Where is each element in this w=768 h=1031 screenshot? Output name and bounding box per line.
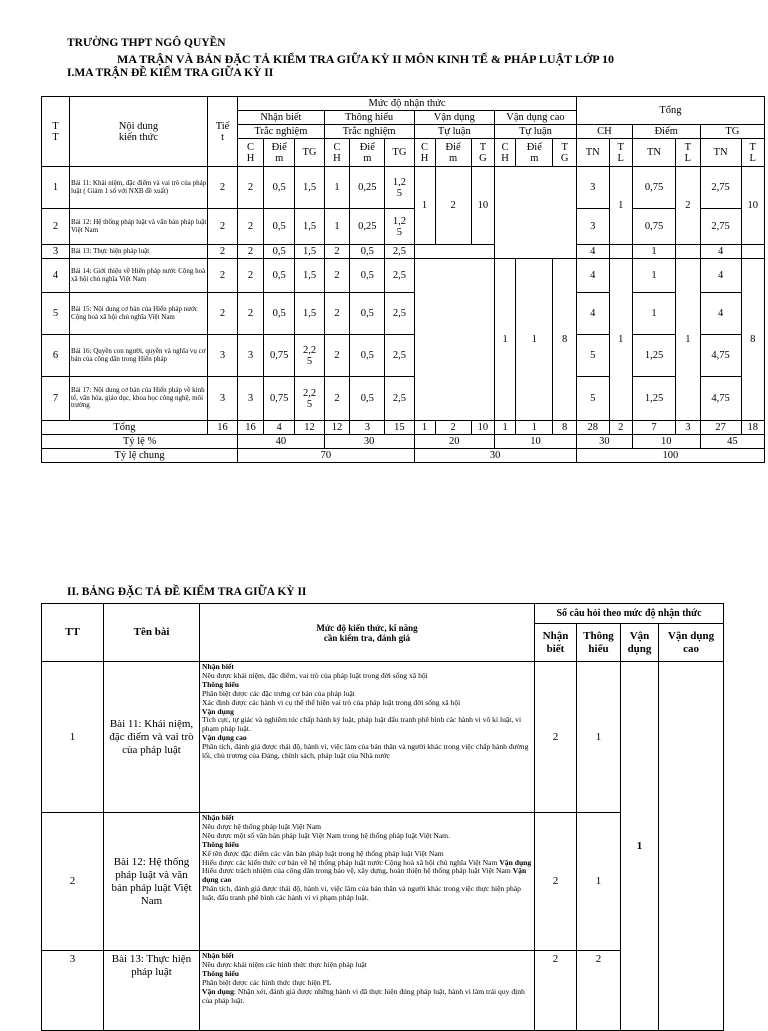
spec-row-name: Bài 13: Thực hiện pháp luật <box>104 951 200 1031</box>
th-diem: 0,5 <box>350 335 385 377</box>
sub-diem: Điể m <box>516 139 553 167</box>
th-ch: 2 <box>324 259 350 293</box>
th-ch: 2 <box>324 335 350 377</box>
th-diem: 0,5 <box>350 245 385 259</box>
th-tg: 2,5 <box>385 259 414 293</box>
row-name: Bài 11: Khái niệm, đặc điểm và vai trò của pháp luật ( Giảm 1 số với NXB đề xuất) <box>70 167 208 209</box>
vdc-header: Vận dụng cao <box>495 111 577 125</box>
vdc-ch: 1 <box>495 259 516 421</box>
total-tg-tn: 2,75 <box>700 209 741 245</box>
ratio-th: 30 <box>324 435 414 449</box>
spec-col-count: Số câu hỏi theo mức độ nhận thức <box>535 604 724 624</box>
spec-row-desc <box>200 662 535 813</box>
level-text: Nhận xét, đánh giá được những hành vi đã thực hiện đúng pháp luật, hành vi làm trái quy định của pháp luật. <box>202 986 525 1005</box>
vd-diem: 2 <box>435 167 471 245</box>
tl-header: Tự luận <box>495 125 577 139</box>
level-label: Vận dụng <box>499 857 532 867</box>
ratio-tg: 45 <box>700 435 764 449</box>
spec-row-tt: 2 <box>42 813 104 951</box>
level-label: Thông hiểu <box>202 839 239 849</box>
nb-ch: 3 <box>238 335 264 377</box>
nb-tg: 1,5 <box>295 209 324 245</box>
total-ch-tn: 5 <box>576 335 609 377</box>
ratio-nb: 40 <box>238 435 324 449</box>
vdc-diem: 1 <box>516 259 553 421</box>
total-tiet: 16 <box>207 421 237 435</box>
ratio-diem: 10 <box>632 435 700 449</box>
vd-tg: 10 <box>471 167 494 245</box>
spec-col-tt: TT <box>42 604 104 662</box>
spec-table <box>41 603 724 1031</box>
row-tt: 6 <box>42 335 70 377</box>
total-tg-tn: 4,75 <box>700 335 741 377</box>
nb-tg: 2,2 5 <box>295 335 324 377</box>
nb-ch: 2 <box>238 259 264 293</box>
th-ch: 1 <box>324 209 350 245</box>
total-diem-tl-empty <box>676 245 701 259</box>
th-tg: 1,2 5 <box>385 209 414 245</box>
total-nb-diem: 4 <box>263 421 295 435</box>
total-diem-tn: 0,75 <box>632 167 675 209</box>
ch-header: CH <box>576 125 632 139</box>
total-diem-tn: 1,25 <box>632 335 675 377</box>
level-text: Phân biệt được các đặc trưng cơ bản của pháp luật Xác định được các hành vi cụ thể thể hiện vai trò của pháp luật trong đời sống xã hội <box>202 688 461 707</box>
row-name: Bài 13: Thực hiện pháp luật <box>70 245 208 259</box>
total-diem-tn: 1,25 <box>632 377 675 421</box>
level-text: Tích cực, tự giác và nghiêm túc chấp hành kỷ luật, pháp luật đấu tranh phê bình các hành vi vô kỉ luật, vi phạm pháp luật. <box>202 715 522 734</box>
spec-col-nb: Nhận biết <box>535 624 577 662</box>
tn-header: Trắc nghiệm <box>324 125 414 139</box>
spec-th: 1 <box>577 662 621 813</box>
level-label: Vận dụng <box>202 706 234 716</box>
vd-ch: 1 <box>414 167 435 245</box>
ratio-ch: 30 <box>576 435 632 449</box>
total-diem-tn: 0,75 <box>632 209 675 245</box>
row-tt: 1 <box>42 167 70 209</box>
ratio-all-label: Tỷ lệ chung <box>42 449 238 463</box>
sub-tn: TN <box>700 139 741 167</box>
total-nb-tg: 12 <box>295 421 324 435</box>
total-ch-tl-empty <box>609 245 632 259</box>
total-diem-tn: 1 <box>632 259 675 293</box>
th-ch: 2 <box>324 245 350 259</box>
nb-diem: 0,5 <box>263 167 295 209</box>
total-ch-tn: 4 <box>576 293 609 335</box>
nb-diem: 0,5 <box>263 209 295 245</box>
total-tg-tn: 2,75 <box>700 167 741 209</box>
sub-tn: TN <box>576 139 609 167</box>
col-content-header: Nội dung kiến thức <box>70 97 208 167</box>
level-label: Vận dụng cao <box>202 733 247 743</box>
vdc-tg: 8 <box>553 259 576 421</box>
spec-row-name: Bài 12: Hệ thống pháp luật và văn bản pháp luật Việt Nam <box>104 813 200 951</box>
total-diem-tn: 1 <box>632 293 675 335</box>
row-name: Bài 16: Quyền con người, quyền và nghĩa vụ cơ bản của công dân trong Hiến pháp <box>70 335 208 377</box>
ratio-all-b: 30 <box>414 449 576 463</box>
total-tg-tl: 8 <box>741 259 765 421</box>
row-tiet: 2 <box>207 293 237 335</box>
th-tg: 2,5 <box>385 377 414 421</box>
ratio-label: Tỷ lệ % <box>42 435 238 449</box>
total-tg-tn: 4 <box>700 293 741 335</box>
th-tg: 2,5 <box>385 245 414 259</box>
row-tt: 3 <box>42 245 70 259</box>
level-label: Nhận biết <box>202 662 234 671</box>
spec-col-level: Mức độ kiến thức, kĩ năng cần kiểm tra, đánh giá <box>200 604 535 662</box>
sub-ch: C H <box>414 139 435 167</box>
spec-nb: 2 <box>535 951 577 1031</box>
vdc-empty <box>495 167 577 259</box>
sub-tg: TG <box>385 139 414 167</box>
nb-ch: 3 <box>238 377 264 421</box>
document-title: MA TRẬN VÀ BẢN ĐẶC TẢ KIỂM TRA GIỮA KỲ II MÔN KINH TẾ & PHÁP LUẬT LỚP 10 <box>117 52 614 66</box>
total-tg-tl: 10 <box>741 167 765 245</box>
total-tg-tn: 4 <box>700 245 741 259</box>
total-label: Tổng <box>42 421 208 435</box>
th-diem: 0,25 <box>350 209 385 245</box>
sub-diem: Điể m <box>263 139 295 167</box>
row-tt: 7 <box>42 377 70 421</box>
nb-ch: 2 <box>238 167 264 209</box>
total-vd-ch: 1 <box>414 421 435 435</box>
sub-tn: TN <box>632 139 675 167</box>
total-ch-tl: 1 <box>609 259 632 421</box>
level-label: Thông hiểu <box>202 968 239 978</box>
level-label: Vận dụng cao <box>202 866 527 885</box>
sub-diem: Điể m <box>435 139 471 167</box>
nb-header: Nhận biết <box>238 111 324 125</box>
section-2-title: II. BẢNG ĐẶC TẢ ĐỀ KIỂM TRA GIỮA KỲ II <box>67 586 307 598</box>
level-label: Nhận biết <box>202 951 234 960</box>
spec-col-th: Thông hiểu <box>577 624 621 662</box>
th-ch: 1 <box>324 167 350 209</box>
grand-diem-tl: 3 <box>676 421 701 435</box>
th-diem: 0,5 <box>350 259 385 293</box>
nb-diem: 0,75 <box>263 377 295 421</box>
row-name: Bài 14: Giới thiệu về Hiến pháp nước Cộng hoà xã hội chủ nghĩa Việt Nam <box>70 259 208 293</box>
sub-tg: T G <box>471 139 494 167</box>
row-name: Bài 15: Nội dung cơ bản của Hiến pháp nước Cộng hoà xã hội chủ nghĩa Việt Nam <box>70 293 208 335</box>
nb-ch: 2 <box>238 293 264 335</box>
total-tg-tn: 4 <box>700 259 741 293</box>
th-ch: 2 <box>324 377 350 421</box>
total-header: Tổng <box>576 97 764 125</box>
sub-ch: C H <box>324 139 350 167</box>
sub-tl: T L <box>676 139 701 167</box>
row-name: Bài 12: Hệ thống pháp luật và văn bản pháp luật Việt Nam <box>70 209 208 245</box>
row-tiet: 2 <box>207 259 237 293</box>
level-label: Thông hiểu <box>202 679 239 689</box>
th-tg: 2,5 <box>385 293 414 335</box>
total-ch-tn: 4 <box>576 259 609 293</box>
total-ch-tl: 1 <box>609 167 632 245</box>
nb-diem: 0,5 <box>263 245 295 259</box>
vd-header: Vận dụng <box>414 111 495 125</box>
row-tiet: 3 <box>207 335 237 377</box>
ratio-all-a: 70 <box>238 449 414 463</box>
total-vd-diem: 2 <box>435 421 471 435</box>
grand-ch-tl: 2 <box>609 421 632 435</box>
grand-tg-tn: 27 <box>700 421 741 435</box>
nb-diem: 0,5 <box>263 293 295 335</box>
total-ch-tn: 3 <box>576 209 609 245</box>
grand-diem-tn: 7 <box>632 421 675 435</box>
sub-tg: TG <box>295 139 324 167</box>
total-vdc-tg: 8 <box>553 421 576 435</box>
level-text: Nêu được hệ thống pháp luật Việt Nam Nêu được một số văn bản pháp luật Việt Nam trong hệ thống pháp luật Việt Nam. <box>202 821 450 840</box>
level-text: Nêu được khái niệm, đặc điểm, vai trò của pháp luật trong đời sống xã hội <box>202 670 428 680</box>
th-diem: 0,5 <box>350 377 385 421</box>
spec-nb: 2 <box>535 662 577 813</box>
ratio-vd: 20 <box>414 435 495 449</box>
spec-row-tt: 1 <box>42 662 104 813</box>
ratio-all-c: 100 <box>576 449 764 463</box>
row-tiet: 3 <box>207 377 237 421</box>
total-th-diem: 3 <box>350 421 385 435</box>
level-label: Vận dụng <box>202 986 234 996</box>
sub-ch: C H <box>238 139 264 167</box>
sub-diem: Điể m <box>350 139 385 167</box>
level-label: Nhận biết <box>202 813 234 822</box>
level-text: Nêu được khái niệm các hình thức thực hiện pháp luật <box>202 959 367 969</box>
matrix-table <box>41 96 765 463</box>
spec-col-name: Tên bài <box>104 604 200 662</box>
row-tiet: 2 <box>207 209 237 245</box>
total-ch-tn: 5 <box>576 377 609 421</box>
total-tg-tn: 4,75 <box>700 377 741 421</box>
section-1-title: I.MA TRẬN ĐỀ KIỂM TRA GIỮA KỲ II <box>67 67 274 79</box>
total-vdc-ch: 1 <box>495 421 516 435</box>
nb-tg: 1,5 <box>295 167 324 209</box>
total-diem-tl: 1 <box>676 259 701 421</box>
spec-row-tt: 3 <box>42 951 104 1031</box>
nb-ch: 2 <box>238 245 264 259</box>
tn-header: Trắc nghiệm <box>238 125 324 139</box>
level-text: Phân tích, đánh giá được thái độ, hành vi, việc làm của bản thân và người khác trong việc chấp hành đường lối, chủ trương của Đảng, chính sách, pháp luật của Nhà nước <box>202 742 529 761</box>
sub-tg: T G <box>553 139 576 167</box>
spec-th: 2 <box>577 951 621 1031</box>
total-diem-tl: 2 <box>676 167 701 245</box>
nb-tg: 1,5 <box>295 293 324 335</box>
nb-tg: 1,5 <box>295 245 324 259</box>
grand-tg-tl: 18 <box>741 421 765 435</box>
level-header: Mức độ nhận thức <box>238 97 577 111</box>
col-tiet-header: Tiế t <box>207 97 237 167</box>
th-tg: 2,5 <box>385 335 414 377</box>
th-ch: 2 <box>324 293 350 335</box>
sub-ch: C H <box>495 139 516 167</box>
level-text: Phân biệt được các hình thức thực hiện PL <box>202 977 332 987</box>
col-tt-header: T T <box>42 97 70 167</box>
spec-col-vd: Vận dụng <box>621 624 659 662</box>
nb-diem: 0,75 <box>263 335 295 377</box>
level-text: Hiểu được trách nhiệm của công dân trong bảo vệ, xây dựng, hoàn thiện hệ thống pháp luật Việt Nam <box>202 866 511 876</box>
tl-header: Tự luận <box>414 125 495 139</box>
row-tt: 5 <box>42 293 70 335</box>
grand-ch-tn: 28 <box>576 421 609 435</box>
total-th-tg: 15 <box>385 421 414 435</box>
total-nb-ch: 16 <box>238 421 264 435</box>
total-diem-tn: 1 <box>632 245 675 259</box>
nb-tg: 1,5 <box>295 259 324 293</box>
row-tt: 4 <box>42 259 70 293</box>
nb-ch: 2 <box>238 209 264 245</box>
vd-empty <box>414 245 495 259</box>
spec-vdc-empty <box>659 662 724 1031</box>
th-header: Thông hiểu <box>324 111 414 125</box>
row-tiet: 2 <box>207 167 237 209</box>
row-name: Bài 17: Nội dung cơ bản của Hiến pháp về kinh tế, văn hóa, giáo dục, khoa học công nghệ, môi trường <box>70 377 208 421</box>
school-name: TRƯỜNG THPT NGÔ QUYỀN <box>67 37 226 49</box>
spec-th: 1 <box>577 813 621 951</box>
total-th-ch: 12 <box>324 421 350 435</box>
total-tg-tl-empty <box>741 245 765 259</box>
spec-row-name: Bài 11: Khái niệm, đặc điểm và vai trò của pháp luật <box>104 662 200 813</box>
row-tiet: 2 <box>207 245 237 259</box>
spec-col-vdc: Vận dụng cao <box>659 624 724 662</box>
tg-header: TG <box>700 125 764 139</box>
spec-row-desc <box>200 813 535 951</box>
nb-tg: 2,2 5 <box>295 377 324 421</box>
total-vdc-diem: 1 <box>516 421 553 435</box>
th-diem: 0,5 <box>350 293 385 335</box>
ratio-vdc: 10 <box>495 435 577 449</box>
total-vd-tg: 10 <box>471 421 494 435</box>
th-diem: 0,25 <box>350 167 385 209</box>
total-ch-tn: 3 <box>576 167 609 209</box>
vd-empty <box>414 259 495 421</box>
spec-row-desc: Nhận biết Nêu được khái niệm các hình thức thực hiện pháp luật Thông hiểu Phân biệt được các hình thức thực hiện PL Vận dụng: Nhận xét, đánh giá được những hành vi đã thực hiện đúng pháp luật, hành vi làm trái quy định của pháp luật. <box>200 951 535 1031</box>
sub-tl: T L <box>741 139 765 167</box>
diem-header: Điểm <box>632 125 700 139</box>
sub-tl: T L <box>609 139 632 167</box>
level-text: Phân tích, đánh giá được thái độ, hành vi, việc làm của bản thân và người khác trong việc thực hiện pháp luật, đấu tranh phê bình các hành vi vi phạm pháp luật. <box>202 884 521 903</box>
th-tg: 1,2 5 <box>385 167 414 209</box>
level-text: Kể tên được đặc điểm các văn bản pháp luật trong hệ thống pháp luật Việt Nam Hiểu được các kiến thức cơ bản về hệ thống pháp luật nước Cộng hoà xã hội chủ nghĩa Việt Nam <box>202 848 498 867</box>
nb-diem: 0,5 <box>263 259 295 293</box>
row-tt: 2 <box>42 209 70 245</box>
spec-nb: 2 <box>535 813 577 951</box>
total-ch-tn: 4 <box>576 245 609 259</box>
spec-vd-merged: 1 <box>621 662 659 1031</box>
